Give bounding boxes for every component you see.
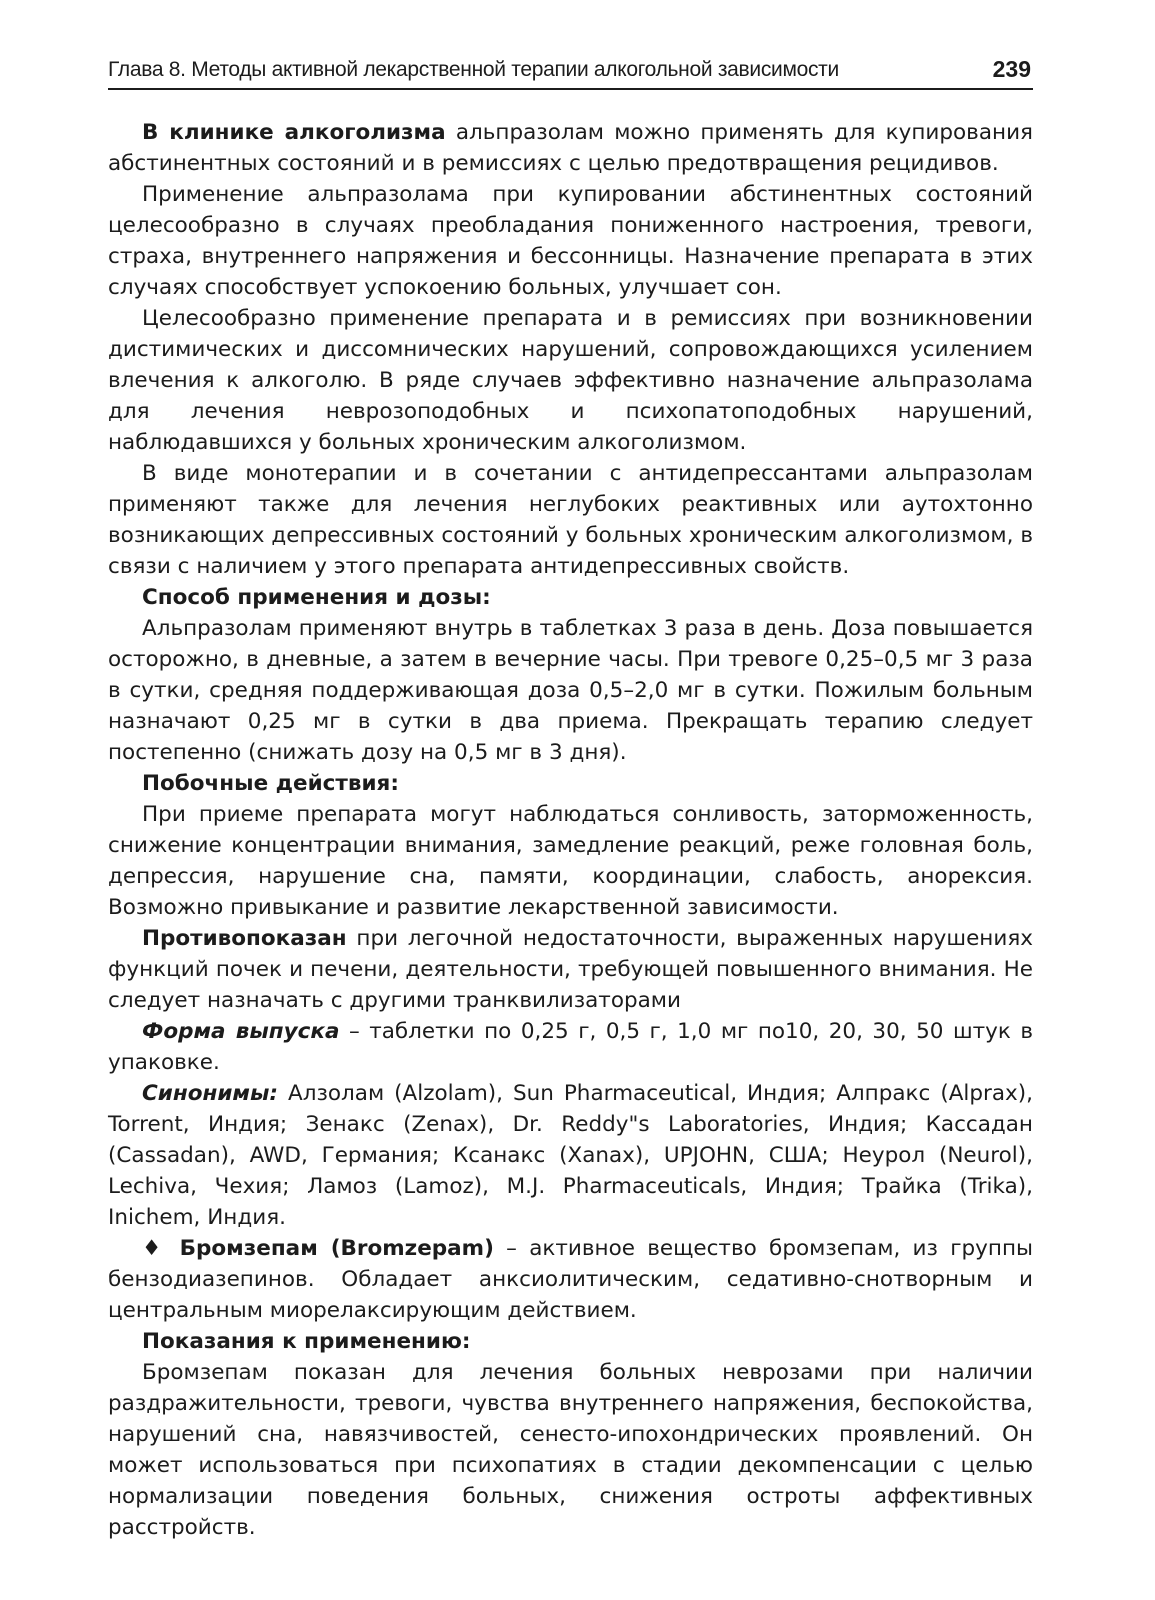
- section-heading-indications: Показания к применению:: [142, 1329, 471, 1354]
- paragraph-dosage: Альпразолам применяют внутрь в таблетках 3 раза в день. Доза повышается осторожно, в дневные, а затем в вечерние часы. При тревоге 0,25–0,5 мг 3 раза в сутки, средняя поддерживающая доза 0,5–2,0 мг в сутки. Пожилым больным назначают 0,25 мг в сутки в два приема. Прекращать терапию следует постепенно (снижать дозу на 0,5 мг в 3 дня).: [108, 616, 1033, 765]
- paragraph-bromazepam: [108, 1233, 1033, 1326]
- run-in-heading: Противопоказан: [142, 926, 347, 951]
- paragraph-text: Алзолам (Alzolam), Sun Pharmaceutical, Индия; Алпракс (Alprax), Torrent, Индия; Зенакс (Zenax), Dr. Reddy"s Laboratories, Индия; Кассадан (Cassadan), AWD, Германия; Ксанакс (Xanax), UPJOHN, США; Неурол (Neurol), Lechiva, Чехия; Ламоз (Lamoz), M.J. Pharmaceuticals, Индия; Трайка (Trika), Inichem, Индия.: [108, 1081, 1033, 1230]
- paragraph-monotherapy: В виде монотерапии и в сочетании с антидепрессантами альпразолам применяют также для лечения неглубоких реактивных или аутохтонно возникающих депрессивных состояний у больных хроническим алкоголизмом, в связи с наличием у этого препарата антидепрессивных свойств.: [108, 461, 1033, 579]
- run-in-heading: Синонимы:: [142, 1081, 279, 1106]
- page-number: 239: [992, 56, 1031, 82]
- drug-heading: ♦ Бромзепам (Bromzepam): [142, 1236, 494, 1261]
- paragraph-release-form: [108, 1016, 1033, 1078]
- paragraph-text: при легочной недостаточности, выраженных нарушениях функций почек и печени, деятельности, требующей повышенного внимания. Не следует назначать с другими транквилизаторами: [108, 926, 1033, 1013]
- paragraph-withdrawal: Применение альпразолама при купировании абстинентных состояний целесообразно в случаях преобладания пониженного настроения, тревоги, страха, внутреннего напряжения и бессонницы. Назначение препарата в этих случаях способствует успокоению больных, улучшает сон.: [108, 182, 1033, 300]
- section-heading-dosage: Способ применения и дозы:: [142, 585, 491, 610]
- paragraph-synonyms: [108, 1078, 1033, 1233]
- running-header: [108, 52, 1033, 90]
- paragraph-indications: Бромзепам показан для лечения больных неврозами при наличии раздражительности, тревоги, чувства внутреннего напряжения, беспокойства, нарушений сна, навязчивостей, сенесто-ипохондрических проявлений. Он может использоваться при психопатиях в стадии декомпенсации с целью нормализации поведения больных, снижения остроты аффективных расстройств.: [108, 1360, 1033, 1540]
- section-heading-side-effects: Побочные действия:: [142, 771, 399, 796]
- paragraph-remission: Целесообразно применение препарата и в ремиссиях при возникновении дистимических и диссомнических нарушений, сопровождающихся усилением влечения к алкоголю. В ряде случаев эффективно назначение альпразолама для лечения неврозоподобных и психопатоподобных нарушений, наблюдавшихся у больных хроническим алкоголизмом.: [108, 306, 1033, 455]
- paragraph-text: альпразолам можно применять для купирования абстинентных состояний и в ремиссиях с целью предотвращения рецидивов.: [108, 120, 1033, 176]
- paragraph-text: – активное вещество бромзепам, из группы бензодиазепинов. Обладает анксиолитическим, седативно-снотворным и центральным миорелаксирующим действием.: [108, 1236, 1033, 1323]
- run-in-heading: Форма выпуска: [142, 1019, 340, 1044]
- main-text: [108, 117, 1033, 1543]
- paragraph-side-effects: При приеме препарата могут наблюдаться сонливость, заторможенность, снижение концентрации внимания, замедление реакций, реже головная боль, депрессия, нарушение сна, памяти, координации, слабость, анорексия. Возможно привыкание и развитие лекарственной зависимости.: [108, 802, 1033, 920]
- run-in-heading: В клинике алкоголизма: [142, 120, 446, 145]
- paragraph-contraindications: [108, 923, 1033, 1016]
- chapter-title: Глава 8. Методы активной лекарственной терапии алкогольной зависимости: [108, 58, 839, 81]
- paragraph-alcoholism-clinic: [108, 117, 1033, 179]
- paragraph-text: – таблетки по 0,25 г, 0,5 г, 1,0 мг по10, 20, 30, 50 штук в упаковке.: [108, 1019, 1034, 1075]
